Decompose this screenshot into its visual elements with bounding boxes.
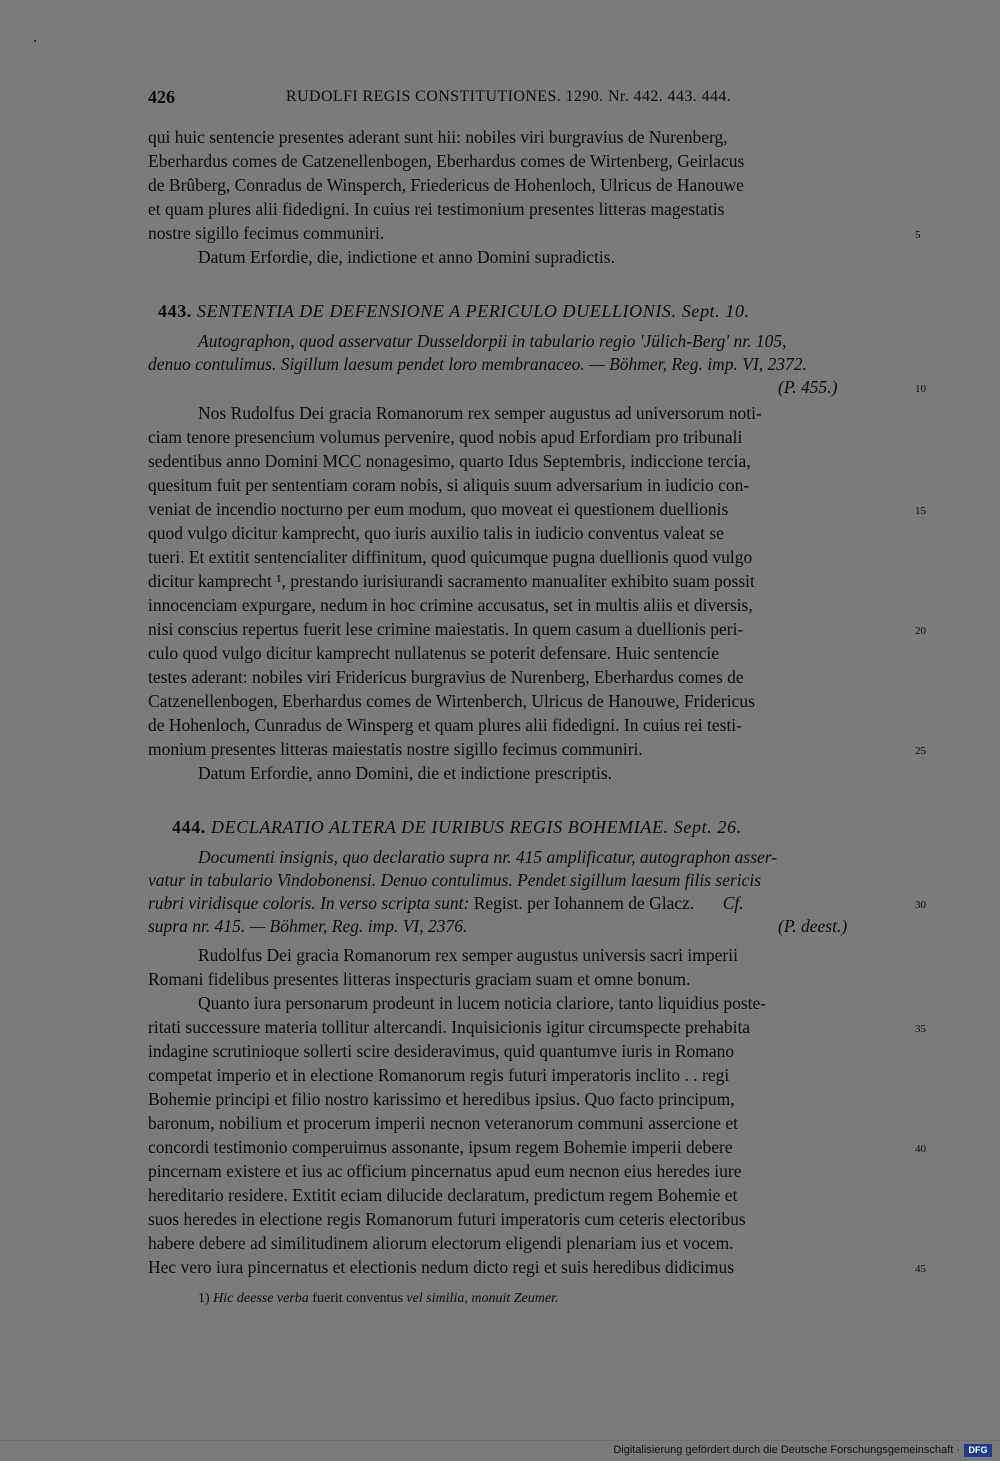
footnote-text: Hic deesse verba — [213, 1291, 309, 1306]
dfg-logo: DFG — [964, 1444, 992, 1457]
margin-line-number: 45 — [915, 1263, 926, 1275]
margin-line-number: 25 — [915, 745, 926, 757]
text-line: quod vulgo dicitur kamprecht, quo iuris auxilio talis in iudicio conventus valeat se — [148, 523, 724, 543]
margin-line-number: 15 — [915, 505, 926, 517]
document-heading — [172, 816, 742, 838]
funding-notice: Digitalisierung gefördert durch die Deutsche Forschungsgemeinschaft · — [613, 1444, 960, 1456]
text-line: Bohemie principi et filio nostro karissimo et heredibus ipsius. Quo facto principum, — [148, 1089, 735, 1109]
margin-line-number: 30 — [915, 899, 926, 911]
editorial-note: supra nr. 415. — Böhmer, Reg. imp. VI, 2376. — [148, 916, 468, 936]
register-note: Regist. per Iohannem de Glacz. — [473, 893, 695, 913]
margin-line-number: 5 — [915, 229, 921, 241]
text-line: tueri. Et extitit sentencialiter diffinitum, quod quicumque pugna duellionis quod vulgo — [148, 547, 753, 567]
text-line: hereditario residere. Extitit eciam dilucide declaratum, predictum regem Bohemie et — [148, 1185, 738, 1205]
text-line: concordi testimonio comperuimus assonante, ipsum regem Bohemie imperii debere — [148, 1137, 733, 1157]
margin-line-number: 35 — [915, 1023, 926, 1035]
editorial-note: Cf. — [722, 893, 744, 913]
document-date: Sept. 26. — [673, 817, 742, 837]
text-line: Hec vero iura pincernatus et electionis nedum dicto regi et suis heredibus didicimus — [148, 1257, 735, 1277]
footnote-text: vel similia, monuit Zeumer. — [406, 1291, 559, 1306]
text-line: Datum Erfordie, die, indictione et anno Domini supradictis. — [198, 247, 615, 267]
text-line: sedentibus anno Domini MCC nonagesimo, quarto Idus Septembris, indiccione tercia, — [148, 451, 751, 471]
text-line: ciam tenore presencium volumus pervenire, quod nobis apud Erfordiam pro tribunali — [148, 427, 743, 447]
editorial-note: Documenti insignis, quo declaratio supra nr. 415 amplificatur, autographon asser- — [198, 847, 778, 867]
document-number: 444. — [172, 817, 206, 837]
text-line: de Hohenloch, Cunradus de Winsperg et quam plures alii fidedigni. In cuius rei testi- — [148, 715, 743, 735]
text-line: nisi conscius repertus fuerit lese crimine maiestatis. In quem casum a duellionis peri- — [148, 619, 744, 639]
text-line: de Brûberg, Conradus de Winsperch, Friedericus de Hohenloch, Ulricus de Hanouwe — [148, 175, 744, 195]
page-number: 426 — [148, 87, 175, 107]
text-line: indagine scrutinioque sollerti scire desideravimus, quid quantumve iuris in Romano — [148, 1041, 735, 1061]
editorial-note: rubri viridisque coloris. In verso scripta sunt: — [148, 893, 470, 913]
text-line: qui huic sentencie presentes aderant sunt hii: nobiles viri burgravius de Nurenberg, — [148, 127, 728, 147]
running-title: RUDOLFI REGIS CONSTITUTIONES. 1290. Nr. 442. 443. 444. — [286, 88, 732, 105]
text-line: culo quod vulgo dicitur kamprecht nullatenus se poterit defensare. Huic sentencie — [148, 643, 719, 663]
document-title: SENTENTIA DE DEFENSIONE A PERICULO DUELLIONIS. — [197, 301, 677, 321]
footnote — [198, 1288, 558, 1310]
footnote-marker: 1) — [198, 1291, 210, 1306]
text-line: monium presentes litteras maiestatis nostre sigillo fecimus communiri. — [148, 739, 643, 759]
document-heading — [158, 300, 750, 322]
digitization-footer — [0, 1440, 1000, 1461]
margin-line-number: 40 — [915, 1143, 926, 1155]
text-line: Quanto iura personarum prodeunt in lucem noticia clariore, tanto liquidius poste- — [198, 993, 767, 1013]
text-line: Catzenellenbogen, Eberhardus comes de Wirtenberch, Ulricus de Hanouwe, Fridericus — [148, 691, 755, 711]
text-line: testes aderant: nobiles viri Fridericus burgravius de Nurenberg, Eberhardus comes de — [148, 667, 744, 687]
margin-line-number: 20 — [915, 625, 926, 637]
text-line: Datum Erfordie, anno Domini, die et indictione prescriptis. — [198, 763, 613, 783]
text-line: dicitur kamprecht ¹, prestando iurisiurandi sacramento manualiter exhibito suam possit — [148, 571, 755, 591]
text-line: ritati successure materia tollitur altercandi. Inquisicionis igitur circumspecte prehabita — [148, 1017, 751, 1037]
editorial-note: vatur in tabulario Vindobonensi. Denuo contulimus. Pendet sigillum laesum filis sericis — [148, 870, 762, 890]
text-line: Nos Rudolfus Dei gracia Romanorum rex semper augustus ad universorum noti- — [198, 403, 762, 423]
editorial-note: (P. 455.) — [778, 377, 838, 397]
text-line: Romani fidelibus presentes litteras inspecturis graciam suam et omne bonum. — [148, 969, 691, 989]
text-line: baronum, nobilium et procerum imperii necnon veteranorum communi assercione et — [148, 1113, 738, 1133]
editorial-note: (P. deest.) — [778, 916, 848, 936]
margin-line-number: 10 — [915, 383, 926, 395]
text-line: habere debere ad similitudinem aliorum electorum eligendi plenariam ius et vocem. — [148, 1233, 734, 1253]
text-line: veniat de incendio nocturno per eum modum, quo moveat ei questionem duellionis — [148, 499, 729, 519]
text-line: suos heredes in electione regis Romanorum futuri imperatoris cum ceteris electoribus — [148, 1209, 746, 1229]
editorial-note: Autographon, quod asservatur Dusseldorpii in tabulario regio 'Jülich-Berg' nr. 105, — [198, 331, 787, 351]
footnote-text: fuerit conventus — [312, 1291, 403, 1306]
text-line: quesitum fuit per sententiam coram nobis, si aliquis suum adversarium in iudicio con- — [148, 475, 750, 495]
text-line: competat imperio et in electione Romanorum regis futuri imperatoris inclito . . regi — [148, 1065, 730, 1085]
document-number: 443. — [158, 301, 192, 321]
editorial-note: denuo contulimus. Sigillum laesum pendet loro membranaceo. — Böhmer, Reg. imp. VI, 2372. — [148, 354, 807, 374]
text-line: innocenciam expurgare, nedum in hoc crimine accusatus, set in multis aliis et diversis, — [148, 595, 753, 615]
text-line: pincernam existere et ius ac officium pincernatus apud eum necnon eius heredes iure — [148, 1161, 742, 1181]
document-title: DECLARATIO ALTERA DE IURIBUS REGIS BOHEMIAE. — [211, 817, 669, 837]
text-line: nostre sigillo fecimus communiri. — [148, 223, 385, 243]
text-line: Rudolfus Dei gracia Romanorum rex semper augustus universis sacri imperii — [198, 945, 738, 965]
editorial-note-line — [148, 892, 744, 914]
scan-speck — [34, 40, 36, 42]
text-line: Eberhardus comes de Catzenellenbogen, Eberhardus comes de Wirtenberg, Geirlacus — [148, 151, 745, 171]
text-line: et quam plures alii fidedigni. In cuius rei testimonium presentes litteras magestatis — [148, 199, 725, 219]
document-date: Sept. 10. — [681, 301, 750, 321]
